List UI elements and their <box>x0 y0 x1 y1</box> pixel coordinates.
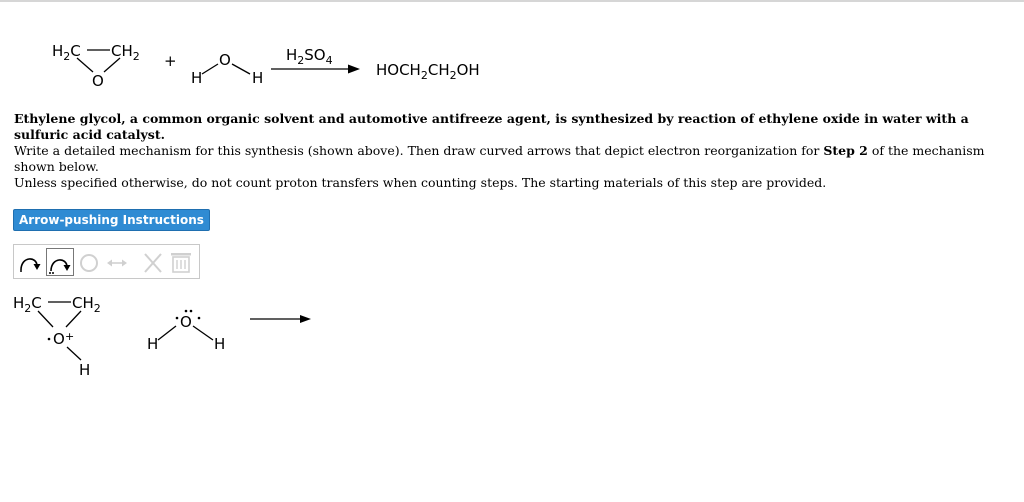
svg-text:O: O <box>92 72 104 90</box>
arrow-toolbar <box>13 244 200 279</box>
svg-text:CH2: $CH_2$ <box>72 294 101 315</box>
water-reactant <box>191 51 263 87</box>
ethylene-oxide-reactant <box>52 42 140 90</box>
product-ethylene-glycol: $HOCH_2CH_2OH$ <box>376 61 480 82</box>
svg-text:H: H <box>191 69 203 87</box>
svg-text:H2C: $H_2C$ <box>13 294 42 315</box>
step-reaction-arrow <box>250 315 311 323</box>
svg-text:H2C: $H_2C$ <box>52 42 81 63</box>
single-arrow-tool-icon[interactable] <box>17 248 45 276</box>
question-text <box>14 111 1004 191</box>
resonance-arrow-icon[interactable] <box>103 248 131 276</box>
svg-text:H2SO4: $H_2SO_4$ <box>286 46 333 67</box>
reaction-arrow <box>271 46 360 74</box>
double-arrow-tool-icon[interactable] <box>46 248 74 276</box>
protonated-epoxide <box>13 294 101 379</box>
ring-tool-icon[interactable] <box>75 248 103 276</box>
question-note: Unless specified otherwise, do not count proton transfers when counting steps. The starting materials of this step are provided. <box>14 175 827 190</box>
plus-sign: + <box>164 52 177 70</box>
svg-text:O: O <box>219 51 231 69</box>
water-nucleophile <box>147 310 225 353</box>
arrow-pushing-instructions-button[interactable]: Arrow-pushing Instructions <box>13 209 210 231</box>
delete-x-icon[interactable] <box>139 248 167 276</box>
svg-text:H: H <box>252 69 264 87</box>
svg-text:H: H <box>79 361 91 379</box>
svg-text:CH2: $CH_2$ <box>111 42 140 63</box>
question-instruction: Write a detailed mechanism for this synthesis (shown above). Then draw curved arrows that depict electron reorganization for Step 2 of the mechanism shown below. <box>14 143 985 174</box>
lone-pair-dot <box>48 338 51 341</box>
question-intro: Ethylene glycol, a common organic solvent and automotive antifreeze agent, is synthesized by reaction of ethylene oxide in water with a sulfuric acid catalyst. <box>14 111 969 142</box>
svg-text:O: O <box>180 313 192 331</box>
trash-icon[interactable] <box>167 248 195 276</box>
svg-text:+: + <box>65 330 75 343</box>
svg-text:H: H <box>147 335 159 353</box>
svg-text:O: O <box>53 330 65 348</box>
svg-text:H: H <box>214 335 226 353</box>
